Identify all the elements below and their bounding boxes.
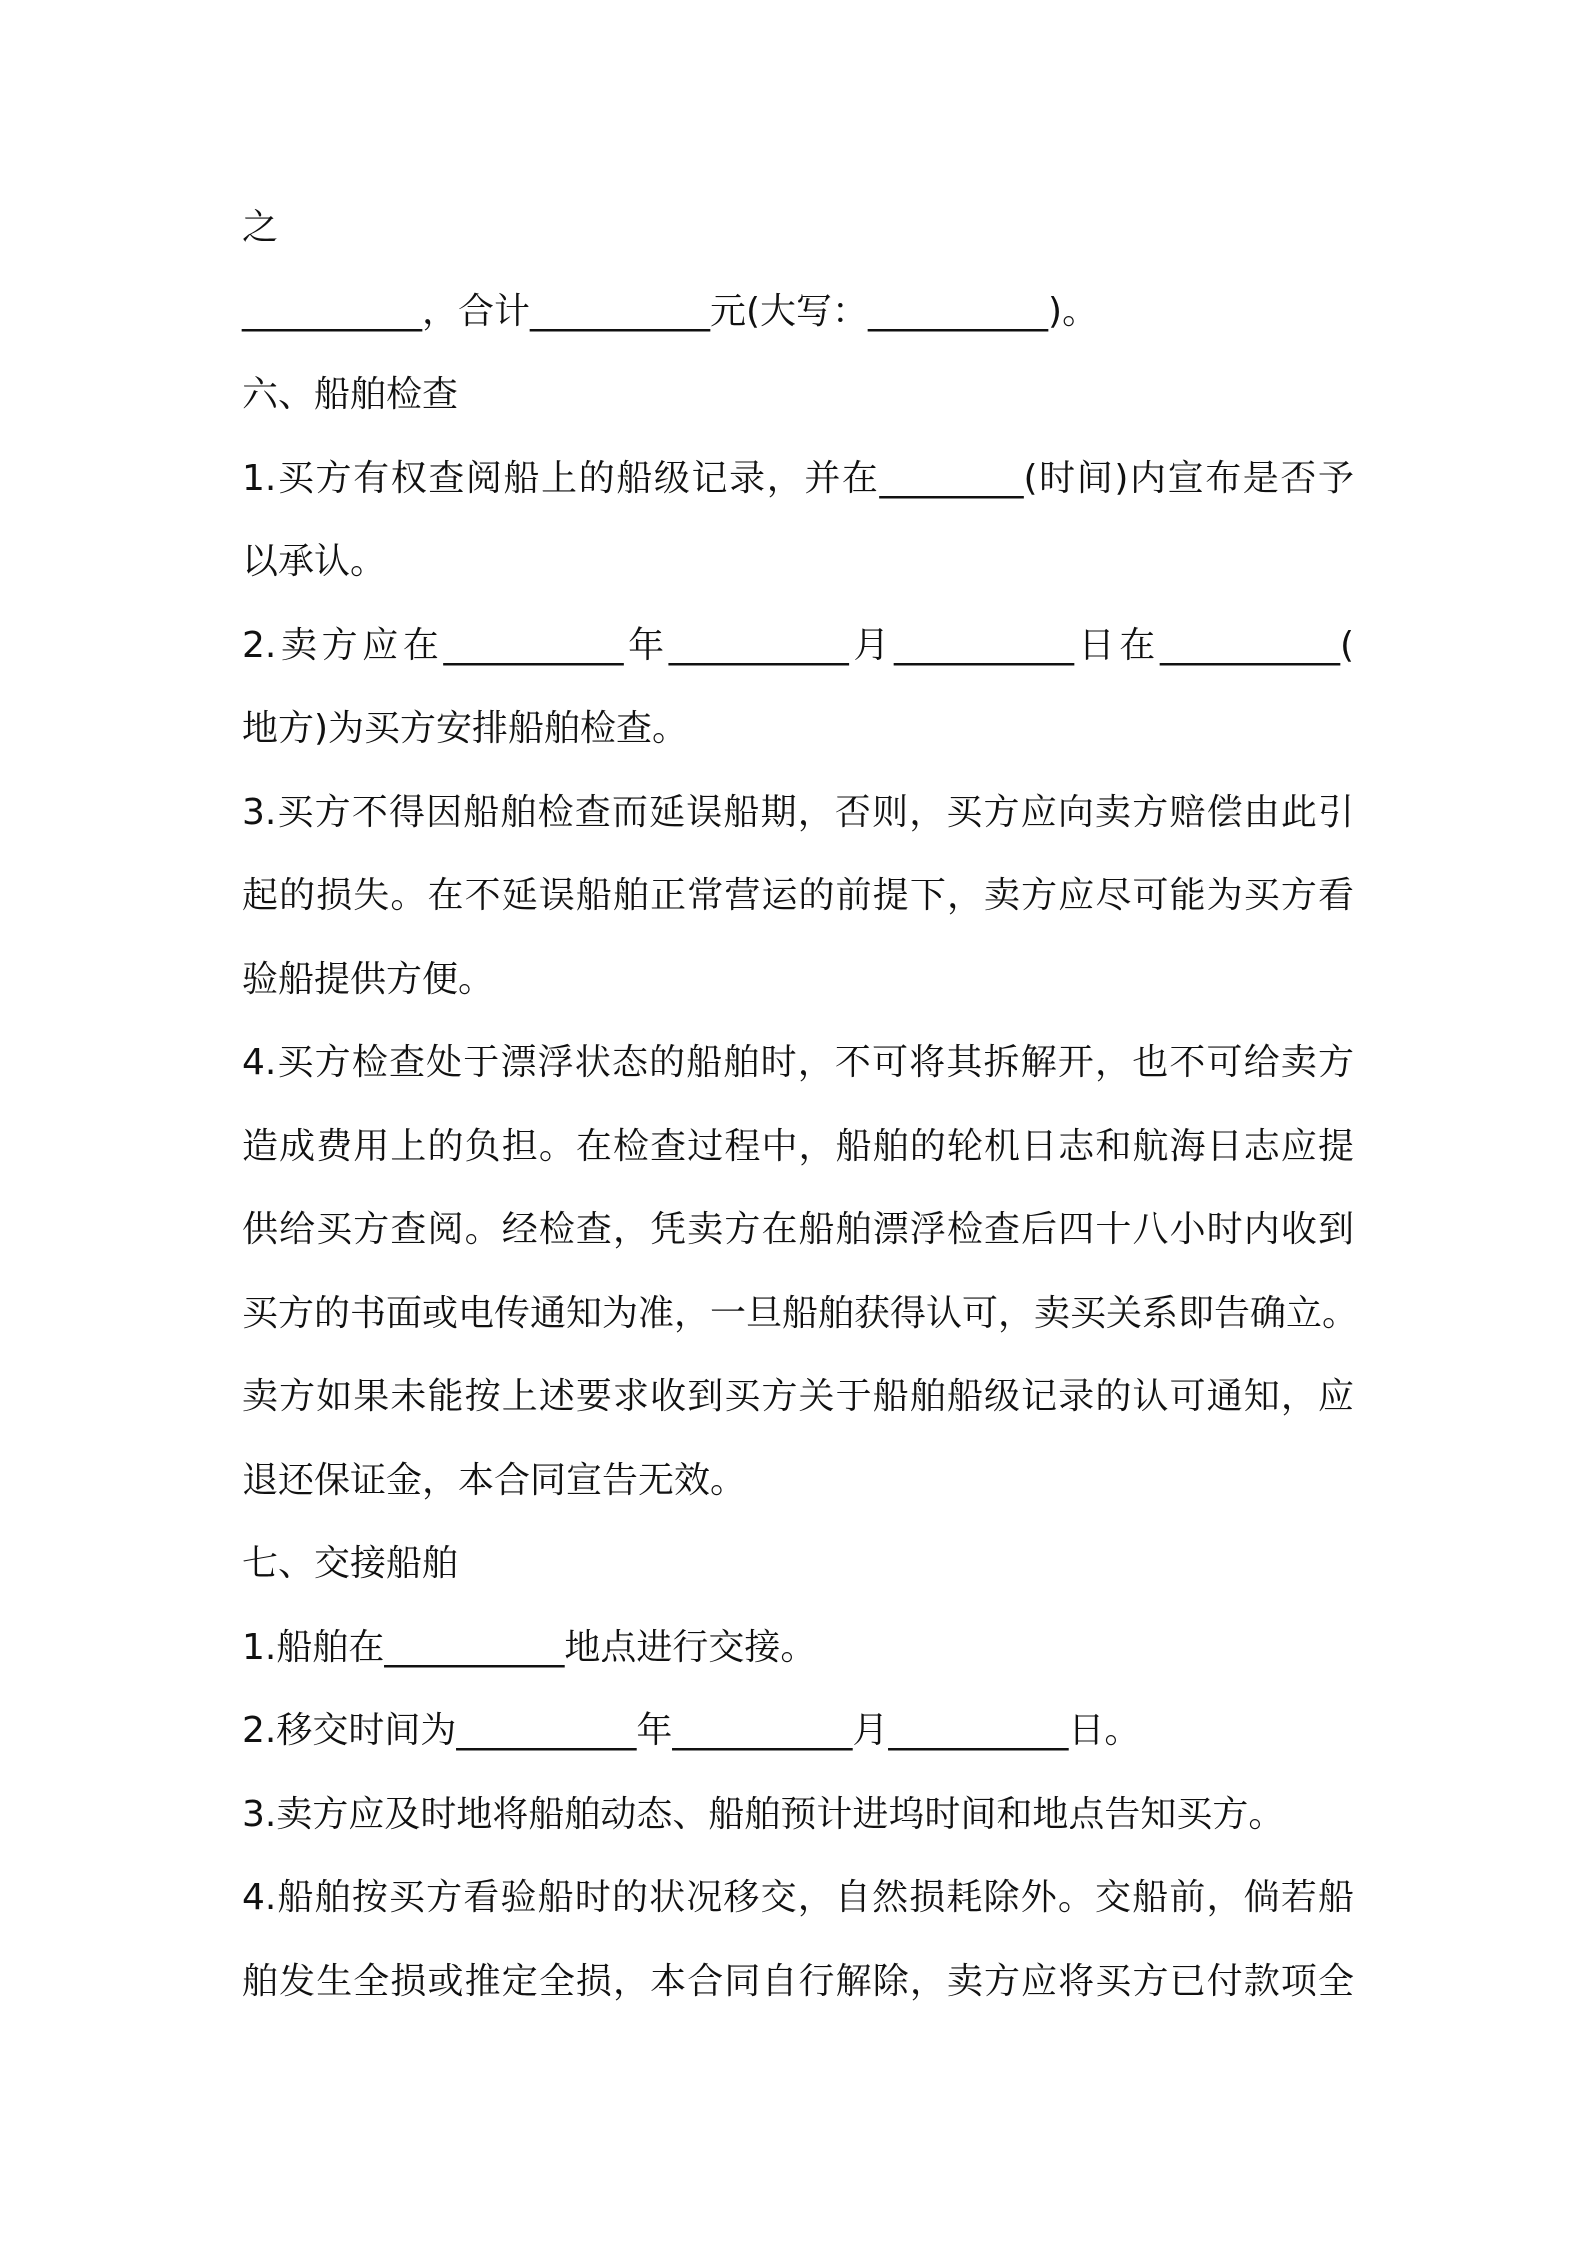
text-line: 1.买方有权查阅船上的船级记录，并在________(时间)内宣布是否予 [242, 457, 1354, 499]
text-line: 3.卖方应及时地将船舶动态、船舶预计进坞时间和地点告知买方。 [242, 1793, 1285, 1835]
document-body [242, 202, 1359, 2039]
text-line: 地方)为买方安排船舶检查。 [242, 708, 689, 749]
text-line: 供给买方查阅。经检查，凭卖方在船舶漂浮检查后四十八小时内收到 [242, 1209, 1354, 1250]
text-line: 之 [242, 207, 279, 248]
text-line: 4.船舶按买方看验船时的状况移交，自然损耗除外。交船前，倘若船 [242, 1877, 1354, 1918]
text-line: 退还保证金，本合同宣告无效。 [242, 1459, 747, 1501]
text-line: 买方的书面或电传通知为准，一旦船舶获得认可，卖买关系即告确立。 [242, 1292, 1359, 1334]
text-line: 验船提供方便。 [242, 958, 495, 1000]
text-line: 3.买方不得因船舶检查而延误船期，否则，买方应向卖方赔偿由此引 [242, 791, 1354, 833]
text-line: __________，合计__________元(大写：__________)。 [242, 290, 1099, 332]
text-line: 2.移交时间为__________年__________月__________日。 [242, 1710, 1141, 1751]
text-line: 4.买方检查处于漂浮状态的船舶时，不可将其拆解开，也不可给卖方 [242, 1042, 1354, 1083]
text-line: 舶发生全损或推定全损，本合同自行解除，卖方应将买方已付款项全 [242, 1960, 1354, 2002]
section-heading: 六、船舶检查 [242, 374, 459, 415]
text-line: 1.船舶在__________地点进行交接。 [242, 1626, 817, 1668]
text-line: 以承认。 [242, 541, 387, 582]
text-line: 起的损失。在不延误船舶正常营运的前提下，卖方应尽可能为买方看 [242, 875, 1354, 916]
section-heading: 七、交接船舶 [242, 1543, 459, 1584]
text-line: 卖方如果未能按上述要求收到买方关于船舶船级记录的认可通知，应 [242, 1376, 1354, 1417]
text-line: 2.卖方应在__________年__________月__________日在__________( [242, 624, 1354, 666]
text-line: 造成费用上的负担。在检查过程中，船舶的轮机日志和航海日志应提 [242, 1125, 1354, 1167]
